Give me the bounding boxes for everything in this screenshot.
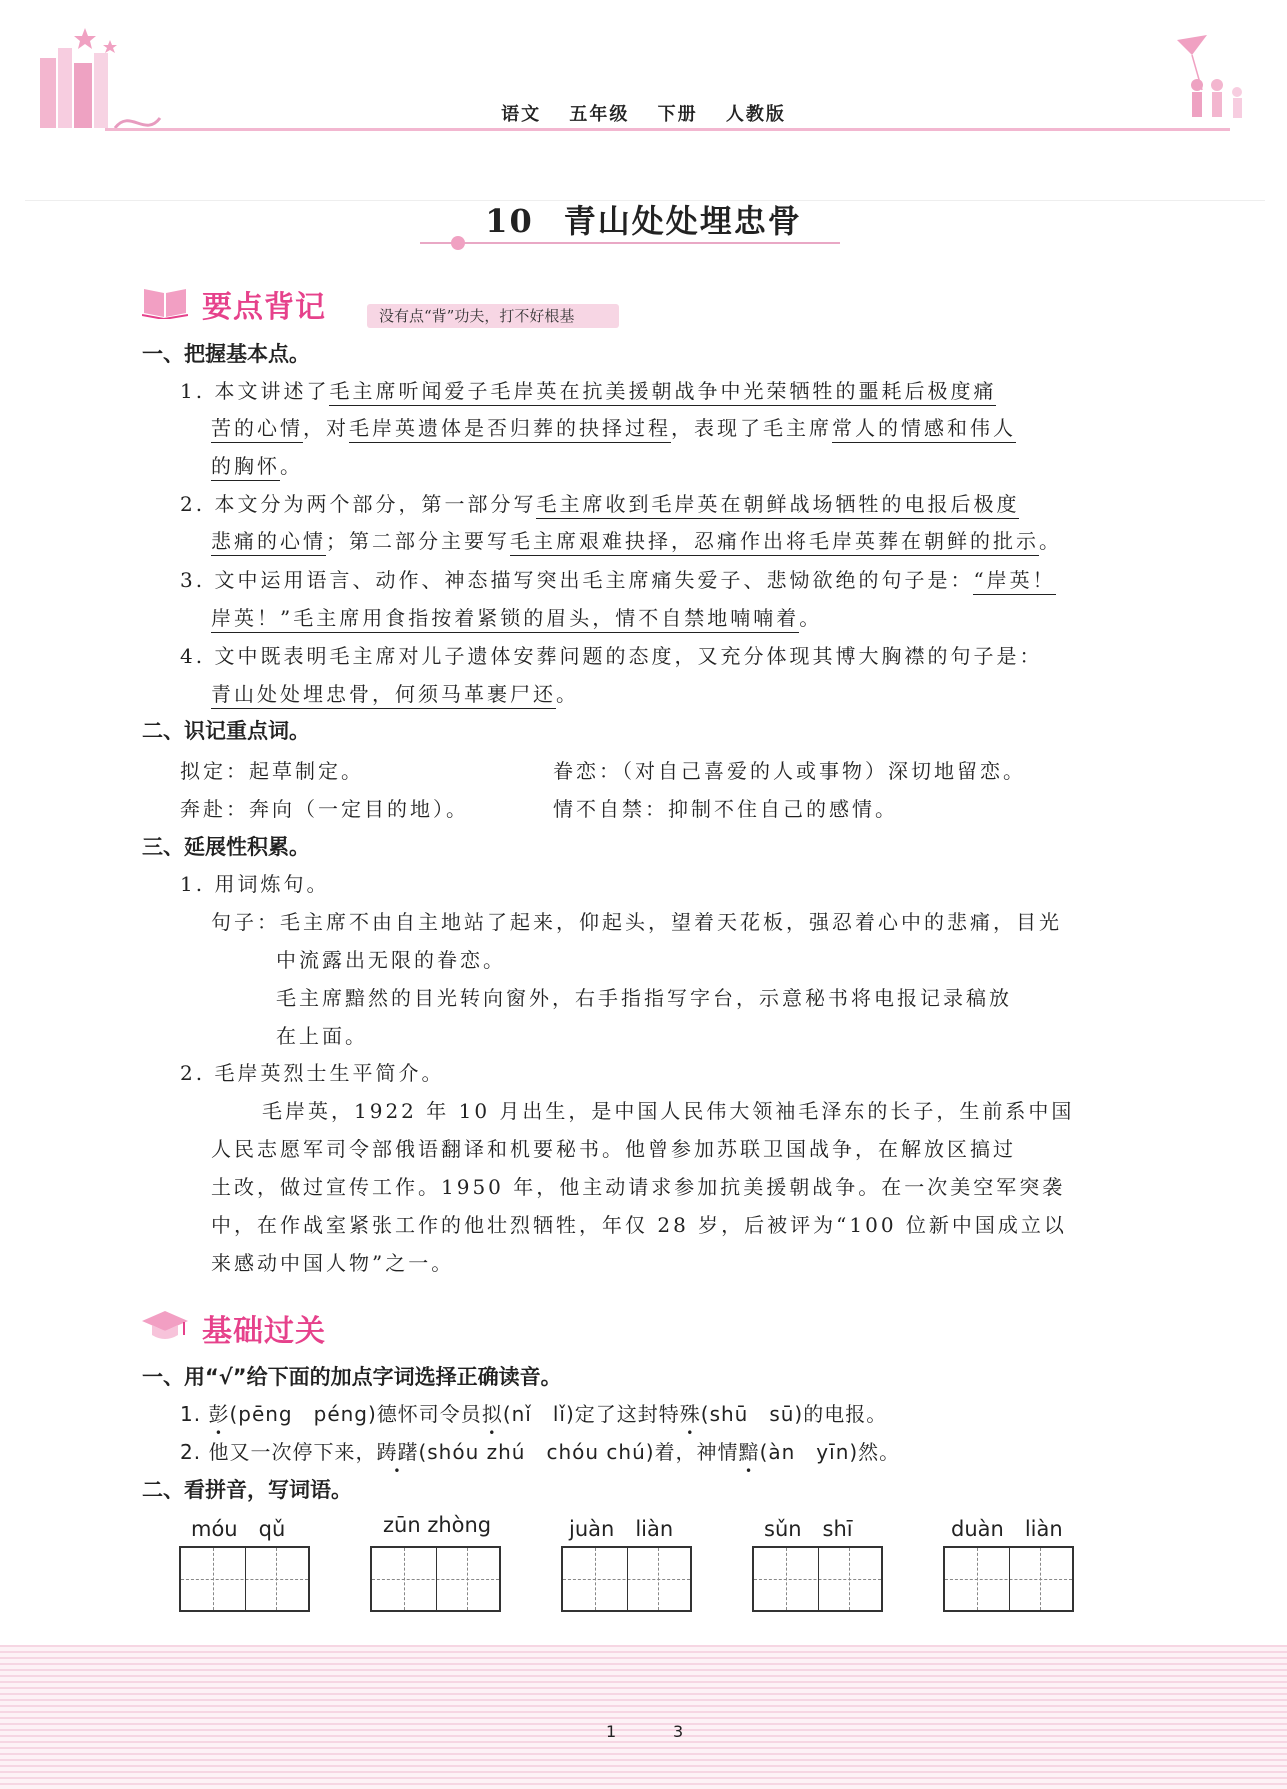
point-1-line-3: 的胸怀。 bbox=[211, 450, 303, 479]
pinyin-label: sǔn shī bbox=[764, 1517, 853, 1541]
page-footer-decoration bbox=[0, 1645, 1287, 1789]
sub-heading: 1. 用词炼句。 bbox=[180, 872, 330, 896]
pronunciation-line-2: 2. 他又一次停下来，踌躇(shóu zhú chóu chú)着，神情黯(àn yīn)然。 bbox=[180, 1440, 901, 1464]
title-underline-dot bbox=[451, 236, 465, 250]
sentence-line: 句子：毛主席不由自主地站了起来，仰起头，望着天花板，强忍着心中的悲痛，目光 bbox=[211, 910, 1062, 934]
page-number-left: 1 bbox=[606, 1722, 617, 1741]
header-edition: 人教版 bbox=[725, 104, 786, 125]
pronunciation-choice[interactable]: (àn yīn) bbox=[759, 1440, 859, 1464]
lesson-title bbox=[0, 196, 1287, 242]
writing-grid[interactable] bbox=[943, 1546, 1074, 1612]
point-3-line-2: 岸英！”毛主席用食指按着紧锁的眉头，情不自禁地喃喃着。 bbox=[211, 602, 822, 631]
pronunciation-choice[interactable]: (pēng péng) bbox=[229, 1402, 377, 1426]
section-title: 基础过关 bbox=[202, 1314, 326, 1349]
pinyin-label: juàn liàn bbox=[569, 1517, 674, 1541]
question-heading: 一、用“√”给下面的加点字词选择正确读音。 bbox=[142, 1365, 562, 1389]
point-3-line-1: 3. 文中运用语言、动作、神态描写突出毛主席痛失爱子、悲恸欲绝的句子是：“岸英！ bbox=[180, 564, 1056, 593]
point-2-line-2: 悲痛的心情；第二部分主要写毛主席艰难抉择，忍痛作出将毛岸英葬在朝鲜的批示。 bbox=[211, 525, 1062, 554]
question-heading: 二、看拼音，写词语。 bbox=[142, 1478, 352, 1502]
pronunciation-choice[interactable]: (shū sū) bbox=[700, 1402, 804, 1426]
writing-grid[interactable] bbox=[752, 1546, 883, 1612]
pinyin-label: duàn liàn bbox=[951, 1517, 1063, 1541]
pronunciation-line-1: 1. 彭(pēng péng)德怀司令员拟(nǐ lǐ)定了这封特殊(shū sū)的电报。 bbox=[180, 1402, 888, 1426]
lesson-name: 青山处处埋忠骨 bbox=[563, 202, 802, 240]
writing-grid[interactable] bbox=[561, 1546, 692, 1612]
header-volume: 下册 bbox=[657, 104, 698, 125]
section-tag: 没有点“背”功夫，打不好根基 bbox=[367, 304, 619, 328]
writing-grid[interactable] bbox=[179, 1546, 310, 1612]
word-definition: 眷恋：（对自己喜爱的人或事物）深切地留恋。 bbox=[553, 759, 1026, 783]
header-grade: 五年级 bbox=[569, 104, 630, 125]
sub-heading: 2. 毛岸英烈士生平简介。 bbox=[180, 1061, 445, 1085]
point-1-line-1: 1. 本文讲述了毛主席听闻爱子毛岸英在抗美援朝战争中光荣牺牲的噩耗后极度痛 bbox=[180, 375, 996, 404]
header-rule bbox=[105, 128, 1230, 131]
writing-grid[interactable] bbox=[370, 1546, 501, 1612]
title-underline bbox=[420, 242, 840, 244]
sentence-line: 毛主席黯然的目光转向窗外，右手指指写字台，示意秘书将电报记录稿放 bbox=[276, 986, 1012, 1010]
pronunciation-choice[interactable]: (shóu zhú chóu chú) bbox=[418, 1440, 655, 1464]
point-4-line-1: 4. 文中既表明毛主席对儿子遗体安葬问题的态度，又充分体现其博大胸襟的句子是： bbox=[180, 644, 1043, 668]
point-4-line-2: 青山处处埋忠骨，何须马革裹尸还。 bbox=[211, 678, 579, 707]
open-book-icon bbox=[142, 285, 188, 319]
graduation-cap-icon bbox=[142, 1309, 188, 1343]
word-definition: 情不自禁：抑制不住自己的感情。 bbox=[553, 797, 898, 821]
pinyin-label: zūn zhòng bbox=[383, 1513, 492, 1537]
section-title: 要点背记 bbox=[202, 290, 326, 325]
biography-line: 毛岸英，1922 年 10 月出生，是中国人民伟大领袖毛泽东的长子，生前系中国 bbox=[262, 1099, 1075, 1123]
lesson-number: 10 bbox=[485, 202, 534, 240]
biography-line: 来感动中国人物”之一。 bbox=[211, 1251, 455, 1275]
biography-line: 土改，做过宣传工作。1950 年，他主动请求参加抗美援朝战争。在一次美空军突袭 bbox=[211, 1175, 1066, 1199]
sentence-line: 中流露出无限的眷恋。 bbox=[276, 948, 506, 972]
point-1-line-2: 苦的心情，对毛岸英遗体是否归葬的抉择过程，表现了毛主席常人的情感和伟人 bbox=[211, 412, 1016, 441]
pinyin-label: móu qǔ bbox=[191, 1517, 286, 1541]
part-heading: 一、把握基本点。 bbox=[142, 342, 310, 366]
page-number-right: 3 bbox=[673, 1722, 684, 1741]
sentence-line: 在上面。 bbox=[276, 1024, 368, 1048]
biography-line: 中，在作战室紧张工作的他壮烈牺牲，年仅 28 岁，后被评为“100 位新中国成立以 bbox=[211, 1213, 1067, 1237]
part-heading: 二、识记重点词。 bbox=[142, 719, 310, 743]
biography-line: 人民志愿军司令部俄语翻译和机要秘书。他曾参加苏联卫国战争，在解放区搞过 bbox=[211, 1137, 1016, 1161]
pronunciation-choice[interactable]: (nǐ lǐ) bbox=[502, 1402, 575, 1426]
point-2-line-1: 2. 本文分为两个部分，第一部分写毛主席收到毛岸英在朝鲜战场牺牲的电报后极度 bbox=[180, 488, 1019, 517]
word-definition: 拟定：起草制定。 bbox=[180, 759, 364, 783]
part-heading: 三、延展性积累。 bbox=[142, 835, 310, 859]
word-definition: 奔赴：奔向（一定目的地）。 bbox=[180, 797, 469, 821]
header-subject: 语文 bbox=[501, 104, 542, 125]
header-title bbox=[0, 100, 1287, 126]
